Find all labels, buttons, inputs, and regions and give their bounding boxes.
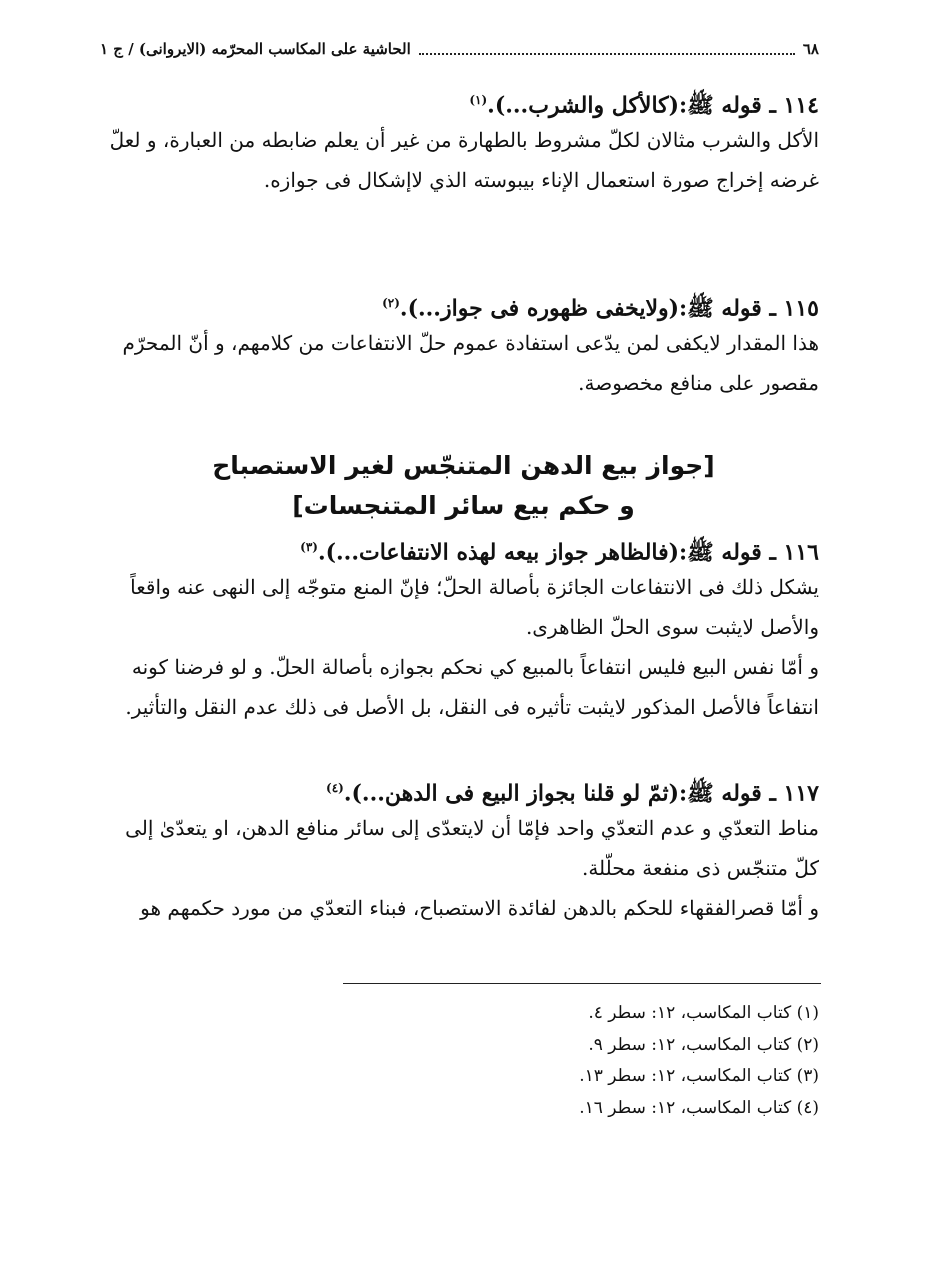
commentary-heading bbox=[100, 527, 819, 567]
commentary-116 bbox=[100, 527, 819, 727]
footnote-ref: (٤) bbox=[326, 781, 344, 795]
section-title-line-2: و حكم بيع سائر المتنجسات] bbox=[292, 491, 635, 520]
commentary-quote: (فالظاهر جواز بيعه لهذه الانتفاعات...). bbox=[317, 539, 680, 566]
footnotes bbox=[100, 998, 819, 1124]
paragraph-line: كلّ متنجّس ذى منفعة محلّلة. bbox=[581, 856, 819, 880]
paragraph-line: و أمّا نفس البيع فليس انتفاعاً بالمبيع كي نحكم بجوازه بأصالة الحلّ. و لو فرضنا كونه bbox=[131, 655, 819, 679]
commentary-quote: (ولايخفى ظهوره فى جواز...). bbox=[399, 295, 680, 322]
commentary-heading bbox=[100, 283, 819, 323]
header-dot-leader bbox=[419, 43, 795, 55]
paragraph-line: هذا المقدار لايكفى لمن يدّعى استفادة عموم حلّ الانتفاعات من كلامهم، و أنّ المحرّم bbox=[122, 331, 819, 355]
footnote-separator bbox=[343, 983, 821, 984]
commentary-quote: (كالأكل والشرب...). bbox=[487, 92, 680, 119]
header-title: الحاشية على المكاسب المحرّمه (الايروانى) / ج ١ bbox=[100, 40, 411, 58]
paragraph-line: الأكل والشرب مثالان لكلّ مشروط بالطهارة من غير أن يعلم ضابطه من العبارة، و لعلّ bbox=[109, 128, 819, 152]
commentary-117 bbox=[100, 768, 819, 928]
commentary-heading bbox=[100, 768, 819, 808]
commentary-heading bbox=[100, 80, 819, 120]
footnote-ref: (٢) bbox=[382, 296, 400, 310]
footnote: (٤) كتاب المكاسب، ١٢: سطر ١٦. bbox=[579, 1097, 819, 1118]
paragraph-line: يشكل ذلك فى الانتفاعات الجائزة بأصالة الحلّ؛ فإنّ المنع متوجّه إلى النهى عنه واقعاً bbox=[130, 575, 819, 599]
commentary-114 bbox=[100, 80, 819, 200]
commentary-115 bbox=[100, 283, 819, 403]
footnote: (٢) كتاب المكاسب، ١٢: سطر ٩. bbox=[588, 1034, 819, 1055]
page-number: ٦٨ bbox=[802, 40, 819, 58]
paragraph-line: غرضه إخراج صورة استعمال الإناء بيبوسته الذي لاإشكال فى جوازه. bbox=[263, 168, 819, 192]
footnote-ref: (٣) bbox=[300, 540, 318, 554]
commentary-number: ١١٧ ـ قوله ﷺ: bbox=[679, 780, 819, 807]
paragraph-line: والأصل لايثبت سوى الحلّ الظاهرى. bbox=[525, 615, 819, 639]
footnote: (٣) كتاب المكاسب، ١٢: سطر ١٣. bbox=[579, 1066, 819, 1086]
paragraph-line: مقصور على منافع مخصوصة. bbox=[578, 371, 819, 395]
footnote: (١) كتاب المكاسب، ١٢: سطر ٤. bbox=[588, 1003, 819, 1023]
paragraph-line: و أمّا قصرالفقهاء للحكم بالدهن لفائدة الاستصباح، فبناء التعدّي من مورد حكمهم هو bbox=[140, 896, 819, 920]
running-header bbox=[100, 36, 819, 62]
section-title-line-1: [جواز بيع الدهن المتنجّس لغير الاستصباح bbox=[212, 451, 715, 480]
commentary-number: ١١٦ ـ قوله ﷺ: bbox=[679, 539, 819, 566]
commentary-number: ١١٥ ـ قوله ﷺ: bbox=[679, 295, 819, 322]
paragraph-line: مناط التعدّي و عدم التعدّي واحد فإمّا أن لايتعدّى إلى سائر منافع الدهن، او يتعدّىٰ إلى bbox=[125, 816, 819, 840]
commentary-quote: (ثمّ لو قلنا بجواز البيع فى الدهن...). bbox=[343, 780, 680, 807]
paragraph-line: انتفاعاً فالأصل المذكور لايثبت تأثيره فى النقل، بل الأصل فى ذلك عدم النقل والتأثير. bbox=[125, 695, 819, 719]
commentary-number: ١١٤ ـ قوله ﷺ: bbox=[679, 92, 819, 119]
footnote-ref: (١) bbox=[469, 93, 488, 107]
